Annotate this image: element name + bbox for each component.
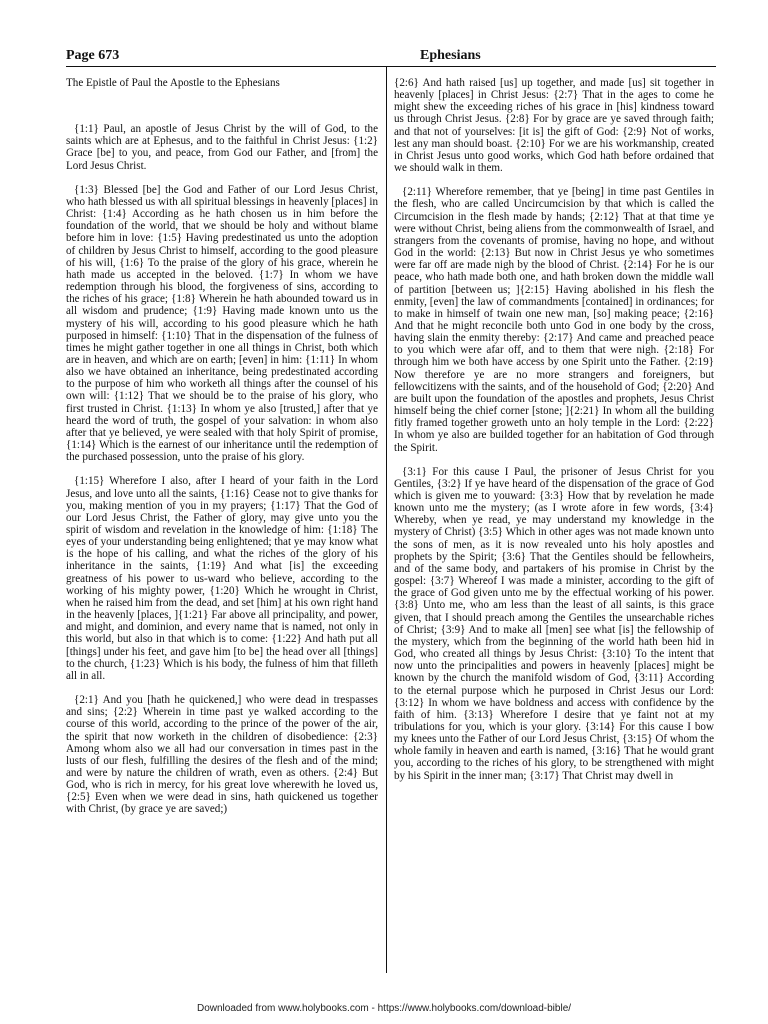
column-divider: [386, 66, 387, 973]
epistle-title: The Epistle of Paul the Apostle to the Ephesians: [66, 77, 280, 89]
paragraph: {1:1} Paul, an apostle of Jesus Christ by the will of God, to the saints which are at Ephesus, and to the faithful in Christ Jesus: {1:2} Grace [be] to you, and peace, from God our Father, and [from] the Lord Jesus Christ.: [66, 123, 378, 172]
download-footer: Downloaded from www.holybooks.com - https://www.holybooks.com/download-bible/: [196, 1003, 572, 1014]
page-number: Page 673: [66, 48, 120, 63]
left-column: [66, 77, 378, 977]
paragraph: {1:15} Wherefore I also, after I heard of your faith in the Lord Jesus, and love unto all the saints, {1:16} Cease not to give thanks for you, making mention of you in my prayers; {1:17} That the God of our Lord Jesus Christ, the Father of glory, may give unto you the spirit of wisdom and revelation in the knowledge of him: {1:18} The eyes of your understanding being enlightened; that ye may know what is the hope of his calling, and what the riches of the glory of his inheritance in the saints, {1:19} And what [is] the exceeding greatness of his power to us-ward who believe, according to the working of his mighty power, {1:20} Which he wrought in Christ, when he raised him from the dead, and set [him] at his own right hand in the heavenly [places, ]{1:21} Far above all principality, and power, and might, and dominion, and every name that is named, not only in this world, but also in that which is to come: {1:22} And hath put all [things] under his feet, and gave him [to be] the head over all [things] to the church, {1:23} Which is his body, the fulness of him that filleth all in all.: [66, 475, 378, 682]
book-title: Ephesians: [420, 48, 481, 63]
page-header: [66, 46, 716, 67]
right-column: [394, 77, 714, 977]
paragraph: {1:3} Blessed [be] the God and Father of our Lord Jesus Christ, who hath blessed us with all spiritual blessings in heavenly [places] in Christ: {1:4} According as he hath chosen us in him before the foundation of the world, that we should be holy and without blame before him in love: {1:5} Having predestinated us unto the adoption of children by Jesus Christ to himself, according to the good pleasure of his will, {1:6} To the praise of the glory of his grace, wherein he hath made us accepted in the beloved. {1:7} In whom we have redemption through his blood, the forgiveness of sins, according to the riches of his grace; {1:8} Wherein he hath abounded toward us in all wisdom and prudence; {1:9} Having made known unto us the mystery of his will, according to his good pleasure which he hath purposed in himself: {1:10} That in the dispensation of the fulness of times he might gather together in one all things in Christ, both which are in heaven, and which are on earth; [even] in him: {1:11} In whom also we have obtained an inheritance, being predestinated according to the purpose of him who worketh all things after the counsel of his own will: {1:12} That we should be to the praise of his glory, who first trusted in Christ. {1:13} In whom ye also [trusted,] after that ye heard the word of truth, the gospel of your salvation: in whom also after that ye believed, ye were sealed with that holy Spirit of promise, {1:14} Which is the earnest of our inheritance until the redemption of the purchased possession, unto the praise of his glory.: [66, 183, 378, 464]
paragraph: {2:11} Wherefore remember, that ye [being] in time past Gentiles in the flesh, who are called Uncircumcision by that which is called the Circumcision in the flesh made by hands; {2:12} That at that time ye were without Christ, being aliens from the commonwealth of Israel, and strangers from the covenants of promise, having no hope, and without God in the world: {2:13} But now in Christ Jesus ye who sometimes were far off are made nigh by the blood of Christ. {2:14} For he is our peace, who hath made both one, and hath broken down the middle wall of partition [between us; ]{2:15} Having abolished in his flesh the enmity, [even] the law of commandments [contained] in ordinances; for to make in himself of twain one new man, [so] making peace; {2:16} And that he might reconcile both unto God in one body by the cross, having slain the enmity thereby: {2:17} And came and preached peace to you which were afar off, and to them that were nigh. {2:18} For through him we both have access by one Spirit unto the Father. {2:19} Now therefore ye are no more strangers and foreigners, but fellowcitizens with the saints, and of the household of God; {2:20} And are built upon the foundation of the apostles and prophets, Jesus Christ himself being the chief corner [stone; ]{2:21} In whom all the building fitly framed together groweth unto an holy temple in the Lord: {2:22} In whom ye also are builded together for an habitation of God through the Spirit.: [394, 186, 714, 454]
paragraph: {2:6} And hath raised [us] up together, and made [us] sit together in heavenly [places] in Christ Jesus: {2:7} That in the ages to come he might shew the exceeding riches of his grace in [his] kindness toward us through Christ Jesus. {2:8} For by grace are ye saved through faith; and that not of yourselves: [it is] the gift of God: {2:9} Not of works, lest any man should boast. {2:10} For we are his workmanship, created in Christ Jesus unto good works, which God hath before ordained that we should walk in them.: [394, 77, 714, 175]
paragraph: {3:1} For this cause I Paul, the prisoner of Jesus Christ for you Gentiles, {3:2} If ye have heard of the dispensation of the grace of God which is given me to youward: {3:3} How that by revelation he made known unto me the mystery; (as I wrote afore in few words, {3:4} Whereby, when ye read, ye may understand my knowledge in the mystery of Christ) {3:5} Which in other ages was not made known unto the sons of men, as it is now revealed unto his holy apostles and prophets by the Spirit; {3:6} That the Gentiles should be fellowheirs, and of the same body, and partakers of his promise in Christ by the gospel: {3:7} Whereof I was made a minister, according to the gift of the grace of God given unto me by the effectual working of his power. {3:8} Unto me, who am less than the least of all saints, is this grace given, that I should preach among the Gentiles the unsearchable riches of Christ; {3:9} And to make all [men] see what [is] the fellowship of the mystery, which from the beginning of the world hath been hid in God, who created all things by Jesus Christ: {3:10} To the intent that now unto the principalities and powers in heavenly [places] might be known by the church the manifold wisdom of God, {3:11} According to the eternal purpose which he purposed in Christ Jesus our Lord: {3:12} In whom we have boldness and access with confidence by the faith of him. {3:13} Wherefore I desire that ye faint not at my tribulations for you, which is your glory. {3:14} For this cause I bow my knees unto the Father of our Lord Jesus Christ, {3:15} Of whom the whole family in heaven and earth is named, {3:16} That he would grant you, according to the riches of his glory, to be strengthened with might by his Spirit in the inner man; {3:17} That Christ may dwell in: [394, 465, 714, 782]
paragraph: {2:1} And you [hath he quickened,] who were dead in trespasses and sins; {2:2} Wherein in time past ye walked according to the course of this world, according to the prince of the power of the air, the spirit that now worketh in the children of disobedience: {2:3} Among whom also we all had our conversation in times past in the lusts of our flesh, fulfilling the desires of the flesh and of the mind; and were by nature the children of wrath, even as others. {2:4} But God, who is rich in mercy, for his great love wherewith he loved us, {2:5} Even when we were dead in sins, hath quickened us together with Christ, (by grace ye are saved;): [66, 694, 378, 816]
